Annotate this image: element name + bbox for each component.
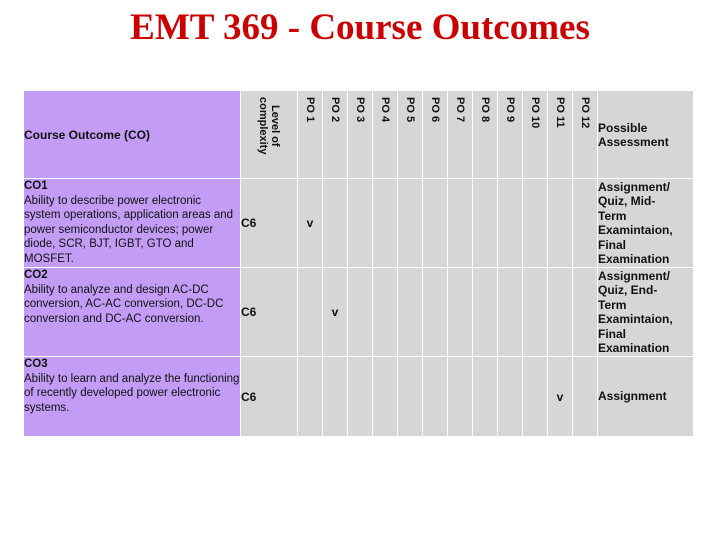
assessment-cell: Assignment/ Quiz, Mid- Term Examintaion, Final Examination (598, 179, 694, 268)
course-outcomes-table (23, 90, 694, 437)
co-description: Ability to analyze and design AC-DC conversion, AC-AC conversion, DC-DC conversion and DC-AC conversion. (24, 283, 224, 325)
table-row (24, 268, 694, 357)
header-po-11: PO 11 (548, 91, 573, 179)
po-cell (323, 357, 348, 437)
po-cell (448, 357, 473, 437)
header-po-12: PO 12 (573, 91, 598, 179)
po-cell (348, 179, 373, 268)
po-cell (498, 357, 523, 437)
po-cell (373, 268, 398, 357)
po-cell (473, 357, 498, 437)
po-cell (423, 357, 448, 437)
po-cell (348, 268, 373, 357)
header-po-5: PO 5 (398, 91, 423, 179)
assessment-cell: Assignment/ Quiz, End- Term Examintaion, Final Examination (598, 268, 694, 357)
po-cell (473, 268, 498, 357)
assessment-cell: Assignment (598, 357, 694, 437)
po-cell (448, 268, 473, 357)
header-possible-assessment: Possible Assessment (598, 91, 694, 179)
header-level-label: Level of complexity (257, 97, 281, 155)
header-po-2: PO 2 (323, 91, 348, 179)
po-cell (373, 357, 398, 437)
po-cell (523, 179, 548, 268)
header-po-7: PO 7 (448, 91, 473, 179)
co-label: CO2 (24, 269, 48, 281)
header-po-8: PO 8 (473, 91, 498, 179)
po-cell (498, 179, 523, 268)
co-description: Ability to learn and analyze the functioning of recently developed power electronic systems. (24, 372, 240, 414)
po-cell (298, 268, 323, 357)
header-po-10: PO 10 (523, 91, 548, 179)
po-cell (498, 268, 523, 357)
po-cell (398, 179, 423, 268)
table-row (24, 179, 694, 268)
co-label: CO3 (24, 358, 48, 370)
co-cell (24, 179, 241, 268)
header-po-6: PO 6 (423, 91, 448, 179)
po-cell (423, 268, 448, 357)
co-cell (24, 357, 241, 437)
po-cell (523, 357, 548, 437)
po-cell (523, 268, 548, 357)
po-cell (448, 179, 473, 268)
header-po-4: PO 4 (373, 91, 398, 179)
co-cell (24, 268, 241, 357)
co-label: CO1 (24, 180, 48, 192)
po-cell (398, 357, 423, 437)
po-cell (573, 357, 598, 437)
header-po-1: PO 1 (298, 91, 323, 179)
po-cell (548, 179, 573, 268)
po-cell (423, 179, 448, 268)
co-description: Ability to describe power electronic system operations, application areas and power semiconductor devices; power diode, SCR, BJT, IGBT, GTO and MOSFET. (24, 194, 234, 265)
header-level-of-complexity (241, 91, 298, 179)
slide-title: EMT 369 - Course Outcomes (130, 7, 590, 48)
level-cell: C6 (241, 268, 298, 357)
po-cell (548, 268, 573, 357)
po-cell (348, 357, 373, 437)
po-cell (398, 268, 423, 357)
po-cell (373, 179, 398, 268)
po-cell: v (298, 179, 323, 268)
header-course-outcome: Course Outcome (CO) (24, 91, 241, 179)
po-cell (323, 179, 348, 268)
po-cell (573, 268, 598, 357)
po-cell (473, 179, 498, 268)
po-cell: v (323, 268, 348, 357)
header-row (24, 91, 694, 179)
po-cell (573, 179, 598, 268)
level-cell: C6 (241, 357, 298, 437)
level-cell: C6 (241, 179, 298, 268)
header-po-9: PO 9 (498, 91, 523, 179)
header-po-3: PO 3 (348, 91, 373, 179)
po-cell: v (548, 357, 573, 437)
table-row (24, 357, 694, 437)
po-cell (298, 357, 323, 437)
